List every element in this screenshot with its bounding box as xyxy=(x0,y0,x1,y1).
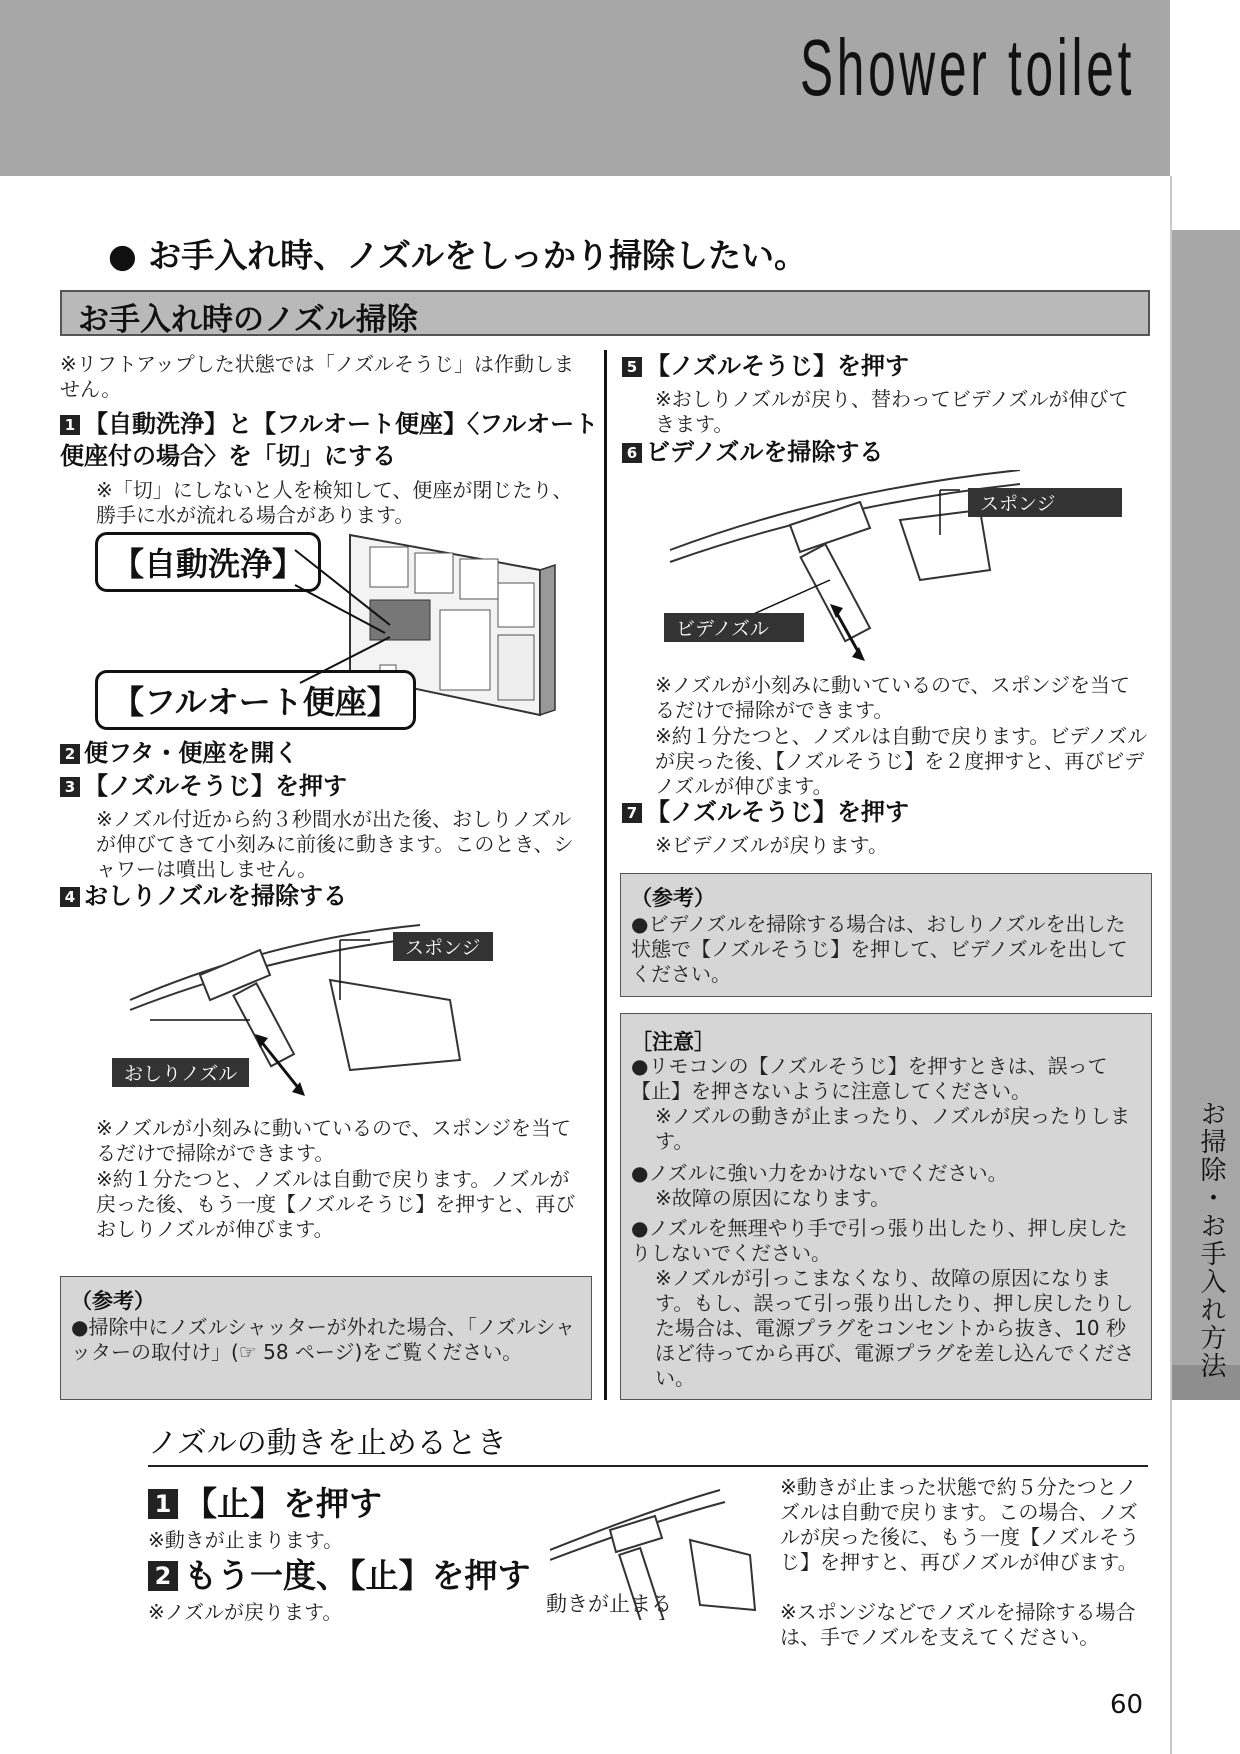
step-2 xyxy=(60,737,298,769)
label-sponge: スポンジ xyxy=(968,488,1122,517)
stop-section-title: ノズルの動きを止めるとき xyxy=(148,1426,507,1461)
stop-note-b: ※スポンジなどでノズルを掃除する場合は、手でノズルを支えてください。 xyxy=(780,1600,1136,1649)
step-number: 6 xyxy=(622,443,642,463)
callout-leaders xyxy=(290,545,410,695)
step-4-note-b: ※約１分たつと、ノズルは自動で戻ります。ノズルが戻った後、もう一度【ノズルそうじ】を押すと、再びおしりノズルが伸びます。 xyxy=(96,1167,576,1241)
caution-title: ［注意］ xyxy=(631,1030,715,1054)
step-text: ビデノズルを掃除する xyxy=(646,438,884,466)
step-number: 3 xyxy=(60,777,80,797)
column-separator xyxy=(604,350,607,1400)
step-6 xyxy=(622,436,883,468)
step-number: 4 xyxy=(60,887,80,907)
step-text: 【ノズルそうじ】を押す xyxy=(646,798,910,826)
step-4 xyxy=(60,880,347,912)
reference-text: ●掃除中にノズルシャッターが外れた場合、「ノズルシャッターの取付け」(☞ 58 ページ)をご覧ください。 xyxy=(71,1315,576,1364)
step-6-note-a: ※ノズルが小刻みに動いているので、スポンジを当てるだけで掃除ができます。 xyxy=(655,673,1131,722)
step-text: 【止】を押す xyxy=(184,1484,382,1523)
step-3-note: ※ノズル付近から約３秒間水が出た後、おしりノズルが伸びてきて小刻みに前後に動きます。このとき、シャワーは噴出しません。 xyxy=(96,807,574,881)
reference-title: （参考） xyxy=(631,886,715,910)
step-number: 1 xyxy=(60,415,80,435)
stop-step-2 xyxy=(148,1550,531,1597)
label-bidet-nozzle: ビデノズル xyxy=(664,613,804,642)
step-number: 2 xyxy=(60,744,80,764)
note-liftup: ※リフトアップした状態では「ノズルそうじ」は作動しません。 xyxy=(60,352,574,401)
callout-auto-flush: 【自動洗浄】 xyxy=(95,532,321,592)
label-stopped: 動きが止まる xyxy=(546,1592,672,1616)
step-number: 2 xyxy=(148,1561,178,1591)
reference-text: ●ビデノズルを掃除する場合は、おしりノズルを出した状態で【ノズルそうじ】を押して、ビデノズルを出してください。 xyxy=(631,912,1128,986)
page-heading: ● お手入れ時、ノズルをしっかり掃除したい。 xyxy=(108,236,807,275)
step-text: おしりノズルを掃除する xyxy=(84,882,348,910)
step-7 xyxy=(622,796,909,828)
step-number: 5 xyxy=(622,357,642,377)
step-7-note: ※ビデノズルが戻ります。 xyxy=(655,833,888,857)
brand-logo: Shower toilet xyxy=(800,23,1136,112)
stop-section-rule xyxy=(148,1465,1148,1467)
section-title: お手入れ時のノズル掃除 xyxy=(78,302,418,338)
caution-item-2: ●ノズルに強い力をかけないでください。 xyxy=(631,1161,1008,1185)
reference-box-left xyxy=(60,1276,592,1400)
stop-note-a: ※動きが止まった状態で約５分たつとノズルは自動で戻ります。この場合、ノズルが戻った後に、もう一度【ノズルそうじ】を押すと、再びノズルが伸びます。 xyxy=(780,1475,1140,1574)
step-text: もう一度、【止】を押す xyxy=(184,1556,531,1595)
step-number: 7 xyxy=(622,803,642,823)
reference-title: （参考） xyxy=(71,1289,155,1313)
caution-item-1-note: ※ノズルの動きが止まったり、ノズルが戻ったりします。 xyxy=(655,1104,1131,1153)
side-tab-label: お掃除・お手入れ方法 xyxy=(1196,1100,1226,1380)
step-1-note: ※「切」にしないと人を検知して、便座が閉じたり、勝手に水が流れる場合があります。 xyxy=(96,478,573,527)
reference-box-right xyxy=(620,873,1152,997)
callout-full-auto-seat: 【フルオート便座】 xyxy=(95,670,416,730)
step-text: 便フタ・便座を開く xyxy=(84,739,299,767)
caution-box xyxy=(620,1013,1152,1400)
label-oshiri-nozzle: おしりノズル xyxy=(112,1058,249,1087)
page-number: 60 xyxy=(1110,1690,1144,1720)
label-sponge: スポンジ xyxy=(393,932,493,961)
step-text: 【ノズルそうじ】を押す xyxy=(646,352,910,380)
caution-item-3: ●ノズルを無理やり手で引っ張り出したり、押し戻したりしないでください。 xyxy=(631,1216,1128,1265)
step-6-note-b: ※約１分たつと、ノズルは自動で戻ります。ビデノズルが戻った後、【ノズルそうじ】を２度押すと、再びビデノズルが伸びます。 xyxy=(655,724,1148,798)
caution-item-2-note: ※故障の原因になります。 xyxy=(655,1186,891,1210)
stop-step-1 xyxy=(148,1478,382,1525)
step-5-note: ※おしりノズルが戻り、替わってビデノズルが伸びてきます。 xyxy=(655,387,1129,436)
stop-step-2-note: ※ノズルが戻ります。 xyxy=(148,1600,343,1624)
stop-step-1-note: ※動きが止まります。 xyxy=(148,1528,344,1552)
step-1 xyxy=(60,408,600,472)
step-3 xyxy=(60,770,347,802)
caution-item-3-note: ※ノズルが引っこまなくなり、故障の原因になります。もし、誤って引っ張り出したり、押し戻したりした場合は、電源プラグをコンセントから抜き、10 秒ほど待ってから再び、電源プラグを差し込んでください。 xyxy=(655,1266,1135,1390)
step-number: 1 xyxy=(148,1489,178,1519)
caution-item-1: ●リモコンの【ノズルそうじ】を押すときは、誤って【止】を押さないように注意してください。 xyxy=(631,1054,1108,1103)
step-text: 【自動洗浄】と【フルオート便座】〈フルオート便座付の場合〉を「切」にする xyxy=(60,410,599,470)
step-5 xyxy=(622,350,909,382)
step-4-note-a: ※ノズルが小刻みに動いているので、スポンジを当てるだけで掃除ができます。 xyxy=(96,1116,572,1165)
step-text: 【ノズルそうじ】を押す xyxy=(84,772,348,800)
